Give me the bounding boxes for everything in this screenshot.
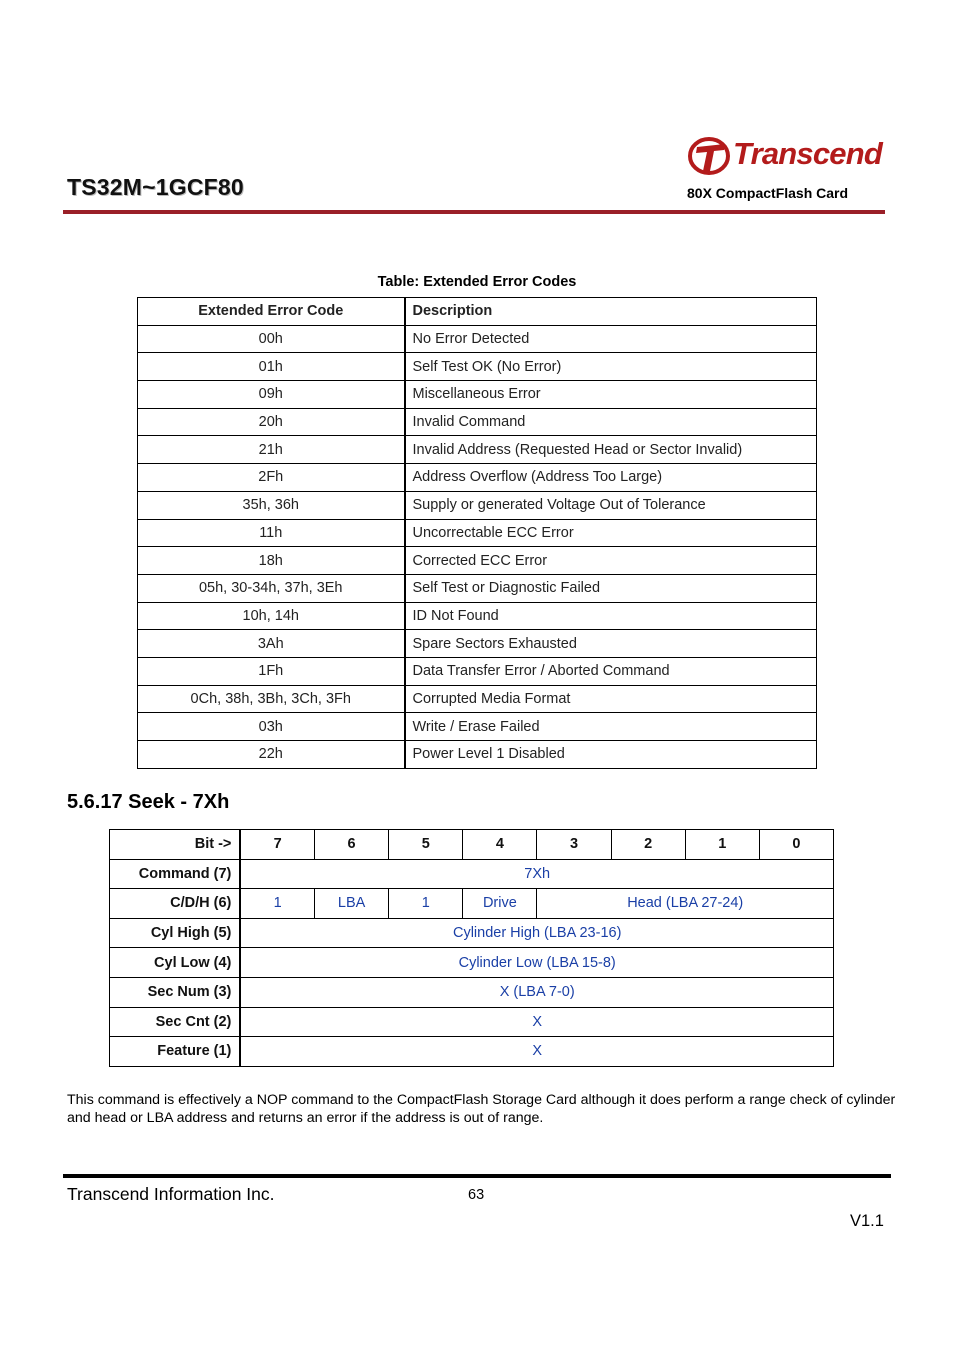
register-label-cell: Cyl High (5)	[110, 918, 241, 948]
page-number: 63	[468, 1187, 485, 1203]
bit-number-cell: 2	[611, 830, 685, 860]
bit-number-cell: 3	[537, 830, 611, 860]
register-row	[110, 1007, 834, 1037]
register-row	[110, 1037, 834, 1067]
table-row	[138, 547, 817, 575]
register-value-cell: Head (LBA 27-24)	[537, 889, 834, 919]
bit-number-cell: 6	[315, 830, 389, 860]
error-code-cell: 35h, 36h	[138, 491, 405, 519]
header-divider	[63, 210, 885, 214]
table-row	[138, 464, 817, 492]
footer-divider	[63, 1174, 891, 1178]
register-label-cell: Cyl Low (4)	[110, 948, 241, 978]
register-table-body	[110, 830, 834, 1067]
error-description-cell: Power Level 1 Disabled	[405, 741, 817, 769]
error-description-cell: No Error Detected	[405, 325, 817, 353]
extended-error-code-table	[137, 297, 817, 769]
error-code-cell: 3Ah	[138, 630, 405, 658]
table-caption: Table: Extended Error Codes	[377, 274, 577, 290]
error-description-cell: Miscellaneous Error	[405, 381, 817, 409]
register-value-cell: Drive	[463, 889, 537, 919]
register-value-cell: 1	[389, 889, 463, 919]
register-value-cell: Cylinder High (LBA 23-16)	[240, 918, 833, 948]
error-description-cell: Supply or generated Voltage Out of Tolerance	[405, 491, 817, 519]
table-row	[138, 353, 817, 381]
table-row	[138, 741, 817, 769]
register-value-cell: 1	[240, 889, 314, 919]
error-code-cell: 03h	[138, 713, 405, 741]
error-code-cell: 1Fh	[138, 657, 405, 685]
description-paragraph: This command is effectively a NOP command to the CompactFlash Storage Card although it does perform a range check of cylinder and head or LBA address and returns an error if the address is out of range.	[67, 1092, 896, 1126]
register-label-cell: Sec Num (3)	[110, 977, 241, 1007]
error-description-cell: Uncorrectable ECC Error	[405, 519, 817, 547]
register-label-cell: C/D/H (6)	[110, 889, 241, 919]
register-value-cell: X (LBA 7-0)	[240, 977, 833, 1007]
error-description-cell: ID Not Found	[405, 602, 817, 630]
footer-company: Transcend Information Inc.	[67, 1184, 275, 1204]
table-row	[138, 325, 817, 353]
error-code-cell: 09h	[138, 381, 405, 409]
error-description-cell: Data Transfer Error / Aborted Command	[405, 657, 817, 685]
error-description-cell: Address Overflow (Address Too Large)	[405, 464, 817, 492]
register-row	[110, 977, 834, 1007]
error-code-cell: 2Fh	[138, 464, 405, 492]
error-description-cell: Invalid Command	[405, 408, 817, 436]
register-value-cell: X	[240, 1007, 833, 1037]
table-header-row	[138, 298, 817, 326]
table-row	[138, 574, 817, 602]
error-description-cell: Corrected ECC Error	[405, 547, 817, 575]
error-description-cell: Write / Erase Failed	[405, 713, 817, 741]
table-row	[138, 436, 817, 464]
error-code-cell: 22h	[138, 741, 405, 769]
bit-number-cell: 1	[685, 830, 759, 860]
error-code-cell: 01h	[138, 353, 405, 381]
table-row	[138, 630, 817, 658]
bit-label-cell: Bit ->	[110, 830, 241, 860]
document-version: V1.1	[850, 1212, 884, 1230]
error-code-cell: 10h, 14h	[138, 602, 405, 630]
product-name: 80X CompactFlash Card	[687, 185, 849, 201]
error-description-cell: Invalid Address (Requested Head or Sector Invalid)	[405, 436, 817, 464]
error-code-cell: 21h	[138, 436, 405, 464]
section-heading: 5.6.17 Seek - 7Xh	[67, 791, 230, 813]
register-label-cell: Command (7)	[110, 859, 241, 889]
register-row	[110, 889, 834, 919]
bit-number-cell: 7	[240, 830, 314, 860]
table-row	[138, 657, 817, 685]
error-code-cell: 0Ch, 38h, 3Bh, 3Ch, 3Fh	[138, 685, 405, 713]
error-code-cell: 20h	[138, 408, 405, 436]
table-row	[138, 713, 817, 741]
bit-number-cell: 5	[389, 830, 463, 860]
error-code-cell: 00h	[138, 325, 405, 353]
table-row	[138, 685, 817, 713]
register-value-cell: Cylinder Low (LBA 15-8)	[240, 948, 833, 978]
register-label-cell: Feature (1)	[110, 1037, 241, 1067]
document-title: TS32M~1GCF80	[67, 174, 244, 200]
column-header-description: Description	[405, 298, 817, 326]
column-header-code: Extended Error Code	[138, 298, 405, 326]
error-description-cell: Corrupted Media Format	[405, 685, 817, 713]
error-description-cell: Self Test or Diagnostic Failed	[405, 574, 817, 602]
table-row	[138, 519, 817, 547]
register-label-cell: Sec Cnt (2)	[110, 1007, 241, 1037]
bit-number-cell: 4	[463, 830, 537, 860]
table-row	[138, 408, 817, 436]
register-value-cell: 7Xh	[240, 859, 833, 889]
table-row	[138, 491, 817, 519]
bit-number-cell: 0	[759, 830, 833, 860]
error-code-cell: 05h, 30-34h, 37h, 3Eh	[138, 574, 405, 602]
bit-header-row	[110, 830, 834, 860]
register-value-cell: X	[240, 1037, 833, 1067]
transcend-logo-mark	[688, 135, 732, 175]
error-code-cell: 11h	[138, 519, 405, 547]
error-code-cell: 18h	[138, 547, 405, 575]
register-row	[110, 859, 834, 889]
register-row	[110, 918, 834, 948]
table-row	[138, 602, 817, 630]
register-row	[110, 948, 834, 978]
transcend-logo	[688, 135, 884, 175]
seek-register-table	[109, 829, 834, 1067]
brand-name: Transcend	[733, 136, 883, 171]
error-table-body	[138, 325, 817, 768]
table-row	[138, 381, 817, 409]
error-description-cell: Spare Sectors Exhausted	[405, 630, 817, 658]
register-value-cell: LBA	[315, 889, 389, 919]
error-description-cell: Self Test OK (No Error)	[405, 353, 817, 381]
